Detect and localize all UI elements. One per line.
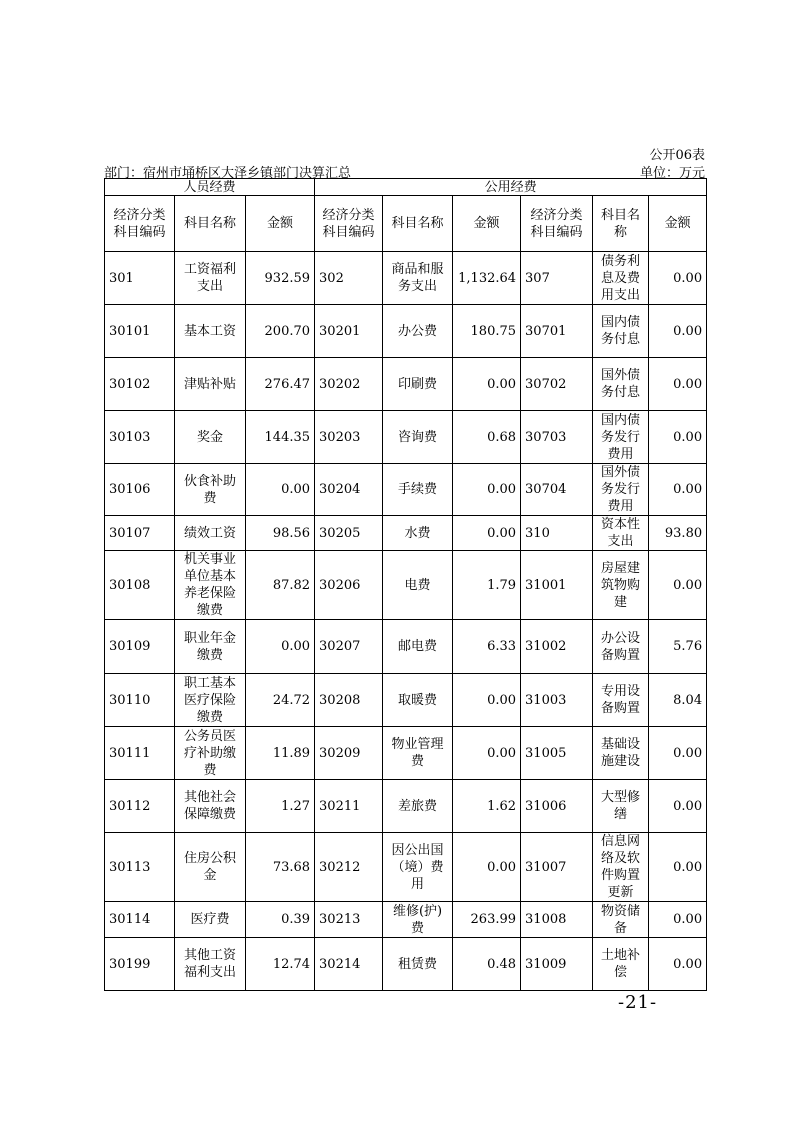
cell-name: 伙食补助费: [175, 464, 246, 516]
cell-name: 其他社会保障缴费: [175, 780, 246, 833]
cell-amount: 5.76: [649, 620, 707, 674]
cell-name: 奖金: [175, 411, 246, 464]
cell-code: 30701: [521, 305, 593, 358]
cell-code: 30212: [315, 833, 383, 902]
cell-amount: 0.00: [453, 464, 521, 516]
cell-amount: 0.00: [453, 674, 521, 727]
cell-code: 30704: [521, 464, 593, 516]
cell-amount: 932.59: [246, 252, 315, 305]
cell-name: 物业管理费: [383, 727, 453, 780]
cell-amount: 12.74: [246, 938, 315, 991]
cell-code: 30201: [315, 305, 383, 358]
cell-name: 商品和服务支出: [383, 252, 453, 305]
cell-amount: 8.04: [649, 674, 707, 727]
col-header-name: 科目名称: [175, 196, 246, 252]
cell-code: 30112: [105, 780, 175, 833]
cell-code: 30703: [521, 411, 593, 464]
cell-code: 30199: [105, 938, 175, 991]
cell-amount: 0.00: [246, 620, 315, 674]
group-personnel: 人员经费: [105, 179, 315, 196]
cell-amount: 6.33: [453, 620, 521, 674]
col-header-amount: 金额: [246, 196, 315, 252]
cell-name: 邮电费: [383, 620, 453, 674]
cell-amount: 98.56: [246, 516, 315, 551]
cell-name: 差旅费: [383, 780, 453, 833]
cell-code: 30208: [315, 674, 383, 727]
table-row: [105, 411, 707, 464]
cell-amount: 0.00: [246, 464, 315, 516]
cell-code: 30111: [105, 727, 175, 780]
cell-code: 30114: [105, 902, 175, 938]
cell-name: 职业年金缴费: [175, 620, 246, 674]
table-row: [105, 780, 707, 833]
cell-code: 30203: [315, 411, 383, 464]
col-header-code: 经济分类科目编码: [315, 196, 383, 252]
cell-amount: 0.00: [453, 833, 521, 902]
cell-code: 31001: [521, 551, 593, 620]
table-row: [105, 464, 707, 516]
cell-amount: 24.72: [246, 674, 315, 727]
cell-amount: 180.75: [453, 305, 521, 358]
cell-amount: 0.00: [649, 411, 707, 464]
table-row: [105, 358, 707, 411]
cell-name: 物资储备: [593, 902, 649, 938]
cell-code: 31009: [521, 938, 593, 991]
cell-amount: 144.35: [246, 411, 315, 464]
cell-amount: 93.80: [649, 516, 707, 551]
cell-code: 30107: [105, 516, 175, 551]
cell-code: 30102: [105, 358, 175, 411]
cell-code: 307: [521, 252, 593, 305]
cell-name: 医疗费: [175, 902, 246, 938]
cell-name: 租赁费: [383, 938, 453, 991]
cell-code: 30101: [105, 305, 175, 358]
cell-name: 津贴补贴: [175, 358, 246, 411]
cell-amount: 1.27: [246, 780, 315, 833]
group-header-row: [105, 179, 707, 196]
cell-code: 30205: [315, 516, 383, 551]
cell-amount: 0.68: [453, 411, 521, 464]
cell-code: 301: [105, 252, 175, 305]
cell-code: 30702: [521, 358, 593, 411]
table-number: 公开06表: [649, 148, 705, 163]
cell-name: 基础设施建设: [593, 727, 649, 780]
cell-name: 维修(护)费: [383, 902, 453, 938]
cell-name: 机关事业单位基本养老保险缴费: [175, 551, 246, 620]
cell-code: 31002: [521, 620, 593, 674]
cell-name: 职工基本医疗保险缴费: [175, 674, 246, 727]
table-row: [105, 551, 707, 620]
cell-name: 基本工资: [175, 305, 246, 358]
cell-name: 电费: [383, 551, 453, 620]
cell-name: 咨询费: [383, 411, 453, 464]
cell-name: 因公出国（境）费用: [383, 833, 453, 902]
cell-name: 土地补偿: [593, 938, 649, 991]
cell-code: 30206: [315, 551, 383, 620]
cell-amount: 0.00: [649, 727, 707, 780]
cell-amount: 1.62: [453, 780, 521, 833]
cell-amount: 0.00: [453, 516, 521, 551]
cell-code: 302: [315, 252, 383, 305]
cell-name: 住房公积金: [175, 833, 246, 902]
cell-name: 国外债务付息: [593, 358, 649, 411]
department-label: 部门：宿州市埇桥区大泽乡镇部门决算汇总: [104, 166, 352, 181]
page-number: -21-: [618, 992, 658, 1013]
cell-amount: 0.00: [649, 252, 707, 305]
cell-amount: 0.00: [649, 305, 707, 358]
cell-code: 31008: [521, 902, 593, 938]
table-row: [105, 902, 707, 938]
expenditure-table: [104, 178, 707, 991]
cell-amount: 0.00: [649, 938, 707, 991]
cell-amount: 0.00: [649, 358, 707, 411]
cell-code: 30113: [105, 833, 175, 902]
cell-amount: 0.39: [246, 902, 315, 938]
cell-code: 31007: [521, 833, 593, 902]
col-header-code: 经济分类科目编码: [105, 196, 175, 252]
unit-label: 单位：万元: [639, 166, 705, 181]
cell-amount: 0.00: [649, 833, 707, 902]
table-row: [105, 833, 707, 902]
cell-amount: 263.99: [453, 902, 521, 938]
cell-amount: 1.79: [453, 551, 521, 620]
cell-name: 公务员医疗补助缴费: [175, 727, 246, 780]
cell-code: 30209: [315, 727, 383, 780]
cell-amount: 73.68: [246, 833, 315, 902]
cell-code: 30109: [105, 620, 175, 674]
cell-amount: 1,132.64: [453, 252, 521, 305]
cell-code: 30204: [315, 464, 383, 516]
cell-name: 资本性支出: [593, 516, 649, 551]
cell-amount: 0.00: [453, 358, 521, 411]
cell-amount: 0.48: [453, 938, 521, 991]
cell-amount: 0.00: [649, 780, 707, 833]
table-row: [105, 252, 707, 305]
table-row: [105, 938, 707, 991]
cell-name: 办公设备购置: [593, 620, 649, 674]
cell-name: 信息网络及软件购置更新: [593, 833, 649, 902]
table-row: [105, 516, 707, 551]
cell-code: 30110: [105, 674, 175, 727]
cell-amount: 0.00: [453, 727, 521, 780]
cell-name: 国内债务付息: [593, 305, 649, 358]
cell-amount: 87.82: [246, 551, 315, 620]
cell-code: 30214: [315, 938, 383, 991]
table-row: [105, 305, 707, 358]
cell-name: 绩效工资: [175, 516, 246, 551]
col-header-name: 科目名称: [593, 196, 649, 252]
table-row: [105, 620, 707, 674]
cell-code: 30202: [315, 358, 383, 411]
col-header-name: 科目名称: [383, 196, 453, 252]
cell-code: 30211: [315, 780, 383, 833]
cell-code: 30213: [315, 902, 383, 938]
column-header-row: [105, 196, 707, 252]
table-row: [105, 727, 707, 780]
cell-name: 水费: [383, 516, 453, 551]
col-header-amount: 金额: [453, 196, 521, 252]
table-body: [105, 252, 707, 991]
cell-name: 取暖费: [383, 674, 453, 727]
cell-code: 31003: [521, 674, 593, 727]
cell-amount: 200.70: [246, 305, 315, 358]
cell-amount: 0.00: [649, 551, 707, 620]
cell-amount: 276.47: [246, 358, 315, 411]
cell-name: 国内债务发行费用: [593, 411, 649, 464]
cell-name: 房屋建筑物购建: [593, 551, 649, 620]
cell-code: 31005: [521, 727, 593, 780]
cell-code: 31006: [521, 780, 593, 833]
cell-name: 国外债务发行费用: [593, 464, 649, 516]
cell-amount: 11.89: [246, 727, 315, 780]
cell-name: 印刷费: [383, 358, 453, 411]
group-public: 公用经费: [315, 179, 707, 196]
cell-code: 30207: [315, 620, 383, 674]
cell-name: 债务利息及费用支出: [593, 252, 649, 305]
cell-name: 办公费: [383, 305, 453, 358]
cell-name: 工资福利支出: [175, 252, 246, 305]
col-header-code: 经济分类科目编码: [521, 196, 593, 252]
cell-code: 30106: [105, 464, 175, 516]
cell-name: 大型修缮: [593, 780, 649, 833]
cell-name: 手续费: [383, 464, 453, 516]
cell-code: 310: [521, 516, 593, 551]
col-header-amount: 金额: [649, 196, 707, 252]
cell-amount: 0.00: [649, 902, 707, 938]
header-line: [104, 162, 705, 181]
cell-code: 30103: [105, 411, 175, 464]
cell-name: 其他工资福利支出: [175, 938, 246, 991]
table-row: [105, 674, 707, 727]
cell-amount: 0.00: [649, 464, 707, 516]
cell-code: 30108: [105, 551, 175, 620]
cell-name: 专用设备购置: [593, 674, 649, 727]
